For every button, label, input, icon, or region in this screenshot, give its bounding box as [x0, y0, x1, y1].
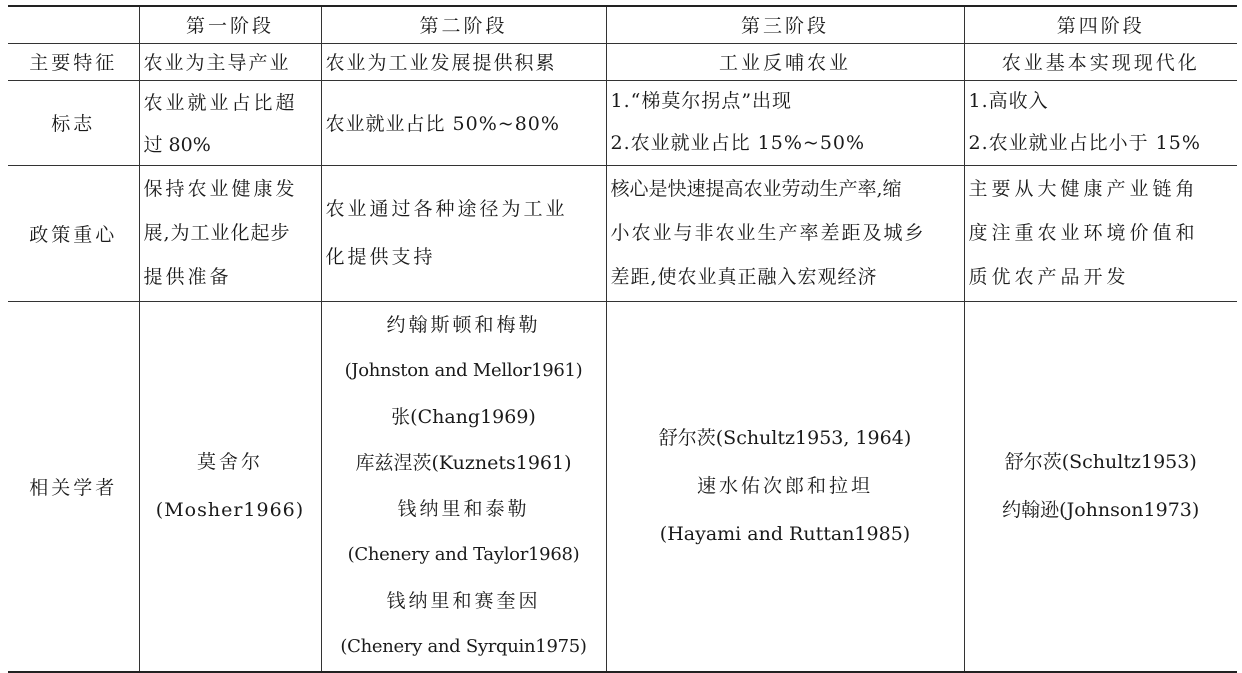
policy-stage-3-line: 核心是快速提高农业劳动生产率,缩 — [610, 178, 902, 200]
features-stage-2-text: 农业为工业发展提供积累 — [325, 52, 557, 74]
markers-stage-2 — [321, 80, 606, 165]
scholar-entry: 速水佑次郎和拉坦 — [696, 475, 873, 498]
features-label-cell — [8, 43, 139, 80]
features-stage-2 — [321, 43, 606, 80]
policy-label: 政策重心 — [29, 223, 118, 246]
scholar-entry: 舒尔茨(Schultz1953) — [1004, 451, 1197, 474]
scholars-stage-2 — [321, 301, 606, 672]
policy-stage-1-line: 展,为工业化起步 — [143, 222, 291, 244]
scholars-label-cell — [8, 301, 139, 672]
markers-stage-4 — [964, 80, 1237, 165]
features-stage-1-text: 农业为主导产业 — [143, 52, 291, 74]
stage-4-label: 第四阶段 — [1056, 15, 1145, 38]
markers-stage-1-line: 过 80% — [143, 133, 211, 156]
policy-stage-2-line: 化提供支持 — [325, 246, 436, 268]
stage-2-label: 第二阶段 — [419, 15, 508, 38]
scholar-entry: 莫舍尔 — [196, 451, 263, 474]
features-stage-3 — [606, 43, 964, 80]
markers-stage-1-line: 农业就业占比超 — [143, 91, 298, 114]
markers-stage-1 — [139, 80, 321, 165]
scholar-entry: 张(Chang1969) — [391, 406, 536, 429]
policy-stage-3 — [606, 165, 964, 301]
header-stage-2 — [321, 6, 606, 43]
policy-stage-4 — [964, 165, 1237, 301]
scholars-stage-1 — [139, 301, 321, 672]
header-stage-3 — [606, 6, 964, 43]
scholar-entry: 钱纳里和赛奎因 — [386, 590, 541, 613]
scholars-stage-4 — [964, 301, 1237, 672]
markers-stage-3 — [606, 80, 964, 165]
policy-label-cell — [8, 165, 139, 301]
scholars-stage-3 — [606, 301, 964, 672]
stages-table — [8, 5, 1237, 673]
scholar-entry: (Hayami and Ruttan1985) — [659, 523, 911, 546]
policy-row — [8, 165, 1237, 301]
features-label: 主要特征 — [29, 52, 118, 74]
scholars-label: 相关学者 — [29, 476, 118, 499]
scholar-entry: 钱纳里和泰勒 — [397, 498, 530, 521]
header-stage-4 — [964, 6, 1237, 43]
scholar-entry: (Chenery and Syrquin1975) — [340, 636, 587, 658]
policy-stage-4-line: 主要从大健康产业链角 — [968, 178, 1199, 200]
header-row — [8, 6, 1237, 43]
policy-stage-1-line: 保持农业健康发 — [143, 178, 298, 200]
markers-stage-4-line: 2.农业就业占比小于 15% — [968, 131, 1201, 154]
policy-stage-2 — [321, 165, 606, 301]
scholar-entry: 约翰逊(Johnson1973) — [1002, 499, 1200, 522]
features-stage-4 — [964, 43, 1237, 80]
markers-row — [8, 80, 1237, 165]
policy-stage-3-line: 小农业与非农业生产率差距及城乡 — [610, 222, 926, 244]
markers-stage-2-text: 农业就业占比 50%~80% — [325, 113, 560, 135]
features-stage-3-text: 工业反哺农业 — [718, 52, 851, 74]
scholar-entry: 约翰斯顿和梅勒 — [386, 314, 541, 337]
markers-stage-3-line: 1.“梯莫尔拐点”出现 — [610, 89, 793, 112]
header-stage-1 — [139, 6, 321, 43]
header-blank-cell — [8, 6, 139, 43]
markers-stage-4-line: 1.高收入 — [968, 89, 1049, 112]
scholars-row — [8, 301, 1237, 672]
scholar-entry: 库兹涅茨(Kuznets1961) — [355, 452, 572, 475]
policy-stage-2-line: 农业通过各种途径为工业 — [325, 198, 568, 220]
stage-1-label: 第一阶段 — [185, 15, 274, 38]
policy-stage-4-line: 度注重农业环境价值和 — [968, 222, 1199, 244]
markers-label: 标志 — [51, 113, 96, 135]
policy-stage-4-line: 质优农产品开发 — [968, 266, 1130, 288]
features-stage-1 — [139, 43, 321, 80]
markers-stage-3-line: 2.农业就业占比 15%~50% — [610, 131, 866, 154]
policy-stage-1 — [139, 165, 321, 301]
policy-stage-1-line: 提供准备 — [143, 266, 232, 288]
scholar-entry: (Johnston and Mellor1961) — [344, 360, 583, 382]
stage-3-label: 第三阶段 — [740, 15, 829, 38]
scholar-entry: (Mosher1966) — [155, 499, 305, 522]
scholar-entry: 舒尔茨(Schultz1953, 1964) — [658, 427, 912, 450]
policy-stage-3-line: 差距,使农业真正融入宏观经济 — [610, 266, 878, 288]
scholar-entry: (Chenery and Taylor1968) — [347, 544, 580, 566]
features-stage-4-text: 农业基本实现现代化 — [1001, 52, 1200, 74]
markers-label-cell — [8, 80, 139, 165]
features-row — [8, 43, 1237, 80]
